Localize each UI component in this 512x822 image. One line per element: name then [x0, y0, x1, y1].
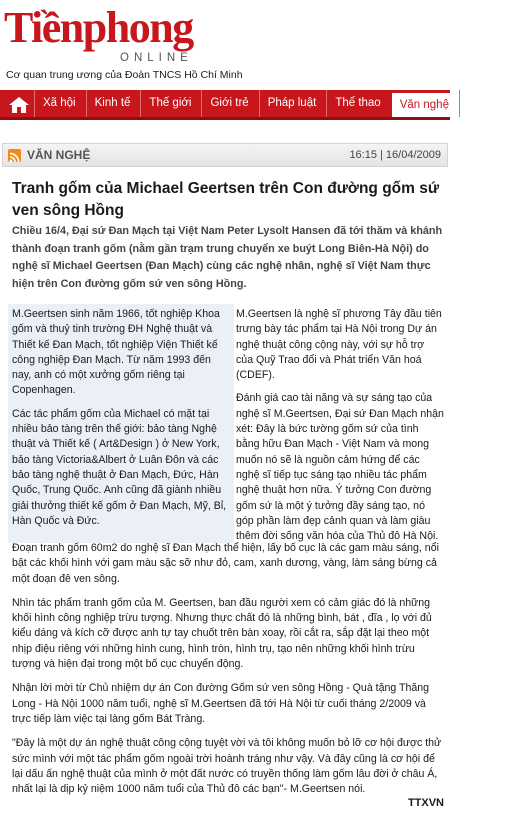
body-paragraph: "Đây là một dự án nghệ thuật công cộng tuyệt vời và tôi không muốn bỏ lỡ cơ hội được thử sức mình với một tác phẩm gốm ngoài trời hoành tráng như vậy. Và đây cũng là cơ hội để lại dấu ấn nghệ thuật của mình ở một đất nước có truyền thống làm gốm lâu đời ở châu Á, nhất lại là dịp kỷ niệm 1000 năm tuổi của Thủ đô các bạn"- M.Geertsen nói. — [12, 737, 442, 796]
section-title[interactable]: VĂN NGHỆ — [27, 148, 91, 162]
article-title: Tranh gốm của Michael Geertsen trên Con đường gốm sứ ven sông Hồng — [12, 180, 440, 219]
right-col-paragraph: Đánh giá cao tài năng và sự sáng tạo của nghệ sĩ M.Geertsen, Đại sứ Đan Mạch nhận xét: Đây là bức tường gốm sứ của tình bằng hữu Đan Mạch - Việt Nam và mong muốn nó sẽ là nguồn cảm hứng để các nghệ sĩ tiếp tục sáng tạo nhiều tác phẩm nghệ thuật hơn nữa. Ý tưởng Con đường gốm sứ là một ý tưởng đầy sáng tạo, nó góp phần làm đẹp cảnh quan và làm giàu thêm đời sống văn hóa của Thủ đô Hà Nội. — [236, 392, 444, 543]
site-tagline: Cơ quan trung ương của Đoàn TNCS Hồ Chí Minh — [6, 69, 243, 81]
site-logo-sub: ONLINE — [120, 52, 193, 64]
nav-item-kinh-te[interactable]: Kinh tế — [86, 90, 141, 117]
rss-icon[interactable] — [8, 149, 21, 162]
nav-items — [34, 90, 512, 117]
nav-item-giai-tri[interactable]: Giải trí — [459, 90, 512, 117]
home-icon[interactable] — [8, 95, 30, 115]
right-col-paragraph: M.Geertsen là nghệ sĩ phương Tây đầu tiên trưng bày tác phẩm tại Hà Nội trong Dự án nghệ thuật công cộng này, với sự hỗ trợ của Quỹ Trao đổi và Phát triển Văn hoá (CDEF). — [236, 308, 442, 382]
body-paragraph: Nhận lời mời từ Chủ nhiệm dự án Con đường Gốm sứ ven sông Hồng - Quà tặng Thăng Long - Hà Nội 1000 năm tuổi, nghệ sĩ M.Geertsen đã tới Hà Nội từ cuối tháng 2/2009 và trực tiếp làm việc tại làng gốm Bát Tràng. — [12, 682, 430, 725]
main-nav — [0, 90, 502, 120]
rss-glyph — [8, 151, 21, 164]
article-body — [12, 541, 446, 806]
article-lead: Chiều 16/4, Đại sứ Đan Mạch tại Việt Nam Peter Lysolt Hansen đã tới thăm và khánh thành đoạn tranh gốm (nằm gần trạm trung chuyển xe buýt Long Biên-Hà Nội) do nghệ sĩ Michael Geertsen (Đan Mạch) cùng các nghệ nhân, nghệ sĩ Việt Nam thực hiện trên Con đường gốm sứ ven sông Hồng. — [12, 225, 443, 290]
article-left-column — [12, 307, 232, 537]
nav-item-the-gioi[interactable]: Thế giới — [140, 90, 201, 117]
spacer — [0, 123, 450, 141]
nav-item-van-nghe[interactable]: Văn nghệ — [391, 93, 459, 117]
site-logo[interactable]: Tiềnphong — [4, 3, 193, 52]
nav-item-gioi-tre[interactable]: Giới trẻ — [201, 90, 258, 117]
article-source: TTXVN — [407, 797, 444, 809]
nav-item-phap-luat[interactable]: Pháp luật — [259, 90, 327, 117]
left-col-paragraph: Các tác phẩm gốm của Michael có mặt tại nhiều bảo tàng trên thế giới: bảo tàng Nghệ thuật và Thiết kế ( Art&Design ) ở New York, bảo tàng Victoria&Albert ở Luân Đôn và các bảo tàng nghệ thuật ở Đan Mạch, Đức, Hàn Quốc, Trung Quốc. Anh cũng đã giành nhiều giải thưởng thiết kế gốm ở Đan Mạch, Mỹ, Bỉ, Hàn Quốc và Đức. — [12, 407, 227, 527]
body-paragraph: Nhìn tác phẩm tranh gốm của M. Geertsen, ban đầu người xem có cảm giác đó là những khối hình công nghiệp trừu tượng. Nhưng thực chất đó là những bình, bát , đĩa , lọ với đủ kiểu dáng và kích cỡ được anh tự tay chuốt trên bàn xoay, rồi cắt ra, sắp đặt lại theo một nhịp điệu riêng với những hình cung, hình tròn, hình trụ, tạo nên những khối hình trừu tượng và hiện đại trong một bố cục chuyển động. — [12, 596, 432, 671]
article-right-column — [236, 307, 444, 552]
section-header — [2, 143, 448, 167]
article-datetime: 16:15 | 16/04/2009 — [349, 149, 441, 161]
nav-item-xa-hoi[interactable]: Xã hội — [34, 90, 86, 117]
body-paragraph: Đoạn tranh gốm 60m2 do nghệ sĩ Đan Mạch thể hiện, lấy bố cục là các gam màu sáng, nổi bật các khối hình với gam màu sặc sỡ như đỏ, cam, xanh dương, vàng, làm sáng bừng cả một đoạn đê ven sông. — [12, 542, 439, 585]
left-col-paragraph: M.Geertsen sinh năm 1966, tốt nghiệp Khoa gốm và thuỷ tinh trường ĐH Nghệ thuật và Thiết kế Đan Mạch, tốt nghiệp Viện Thiết kế công nghiệp Đan Mạch. Từ năm 1993 đến nay, anh có một xưởng gốm riêng tại Copenhagen. — [12, 308, 220, 397]
nav-item-the-thao[interactable]: Thể thao — [326, 90, 390, 117]
masthead — [0, 0, 450, 88]
